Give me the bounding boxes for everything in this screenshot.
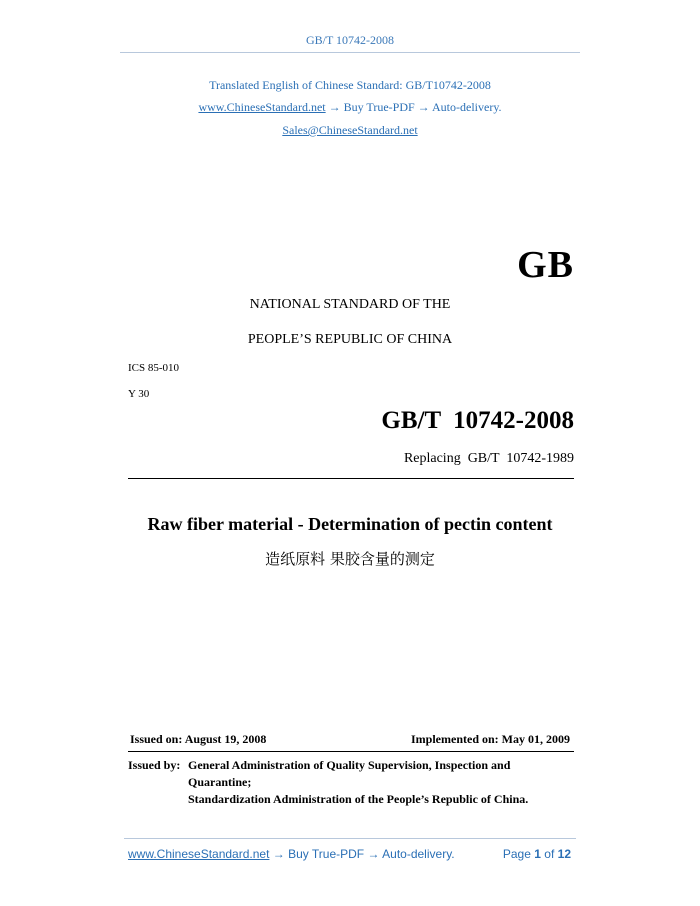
issuer-line-2: Quarantine; bbox=[188, 775, 252, 789]
buy-true-pdf-text: Buy True-PDF bbox=[343, 100, 415, 114]
implemented-on-date: Implemented on: May 01, 2009 bbox=[411, 732, 570, 746]
page-total: 12 bbox=[557, 847, 571, 861]
gb-logo: GB bbox=[517, 244, 574, 286]
ics-code: ICS 85-010 bbox=[128, 362, 180, 374]
replacing-standard: Replacing GB/T 10742-1989 bbox=[403, 451, 574, 466]
footer-divider bbox=[124, 838, 576, 839]
footer-buy-text: Buy True-PDF bbox=[288, 847, 365, 861]
running-header-code: GB/T 10742-2008 bbox=[305, 33, 395, 47]
standard-number: GB/T 10742-2008 bbox=[381, 407, 574, 434]
footer-links bbox=[128, 847, 455, 861]
title-chinese: 造纸原料 果胶含量的测定 bbox=[265, 550, 435, 568]
auto-delivery-text: Auto-delivery. bbox=[432, 100, 502, 114]
chinesestandard-link[interactable]: www.ChineseStandard.net bbox=[198, 100, 326, 114]
page-label: Page bbox=[502, 847, 531, 861]
page-indicator bbox=[503, 847, 571, 861]
issued-by-label: Issued by: bbox=[128, 758, 181, 772]
national-standard-line-1: NATIONAL STANDARD OF THE bbox=[249, 297, 451, 312]
title-english: Raw fiber material - Determination of pectin content bbox=[147, 514, 553, 534]
header-divider bbox=[120, 52, 580, 53]
footer-chinesestandard-link[interactable]: www.ChineseStandard.net bbox=[128, 847, 270, 861]
title-divider-top bbox=[128, 478, 574, 479]
footer-delivery-text: Auto-delivery. bbox=[382, 847, 455, 861]
translation-links-line bbox=[0, 100, 700, 115]
sales-email-link[interactable]: Sales@ChineseStandard.net bbox=[282, 123, 418, 137]
page-current: 1 bbox=[534, 847, 541, 861]
national-standard-line-2: PEOPLE’S REPUBLIC OF CHINA bbox=[247, 332, 453, 347]
arrow-icon: → bbox=[367, 847, 380, 861]
translation-notice: Translated English of Chinese Standard: GB/T10742-2008 bbox=[209, 78, 491, 92]
issuer-line-3: Standardization Administration of the People’s Republic of China. bbox=[188, 792, 529, 806]
arrow-icon: → bbox=[328, 100, 341, 114]
issued-on-date: Issued on: August 19, 2008 bbox=[130, 732, 267, 746]
ccs-code: Y 30 bbox=[128, 388, 150, 400]
page-of-label: of bbox=[544, 847, 555, 861]
arrow-icon: → bbox=[272, 847, 285, 861]
sales-email-line bbox=[0, 123, 700, 138]
issuer-line-1: General Administration of Quality Supervision, Inspection and bbox=[188, 758, 511, 772]
arrow-icon: → bbox=[417, 100, 430, 114]
dates-divider bbox=[128, 751, 574, 752]
